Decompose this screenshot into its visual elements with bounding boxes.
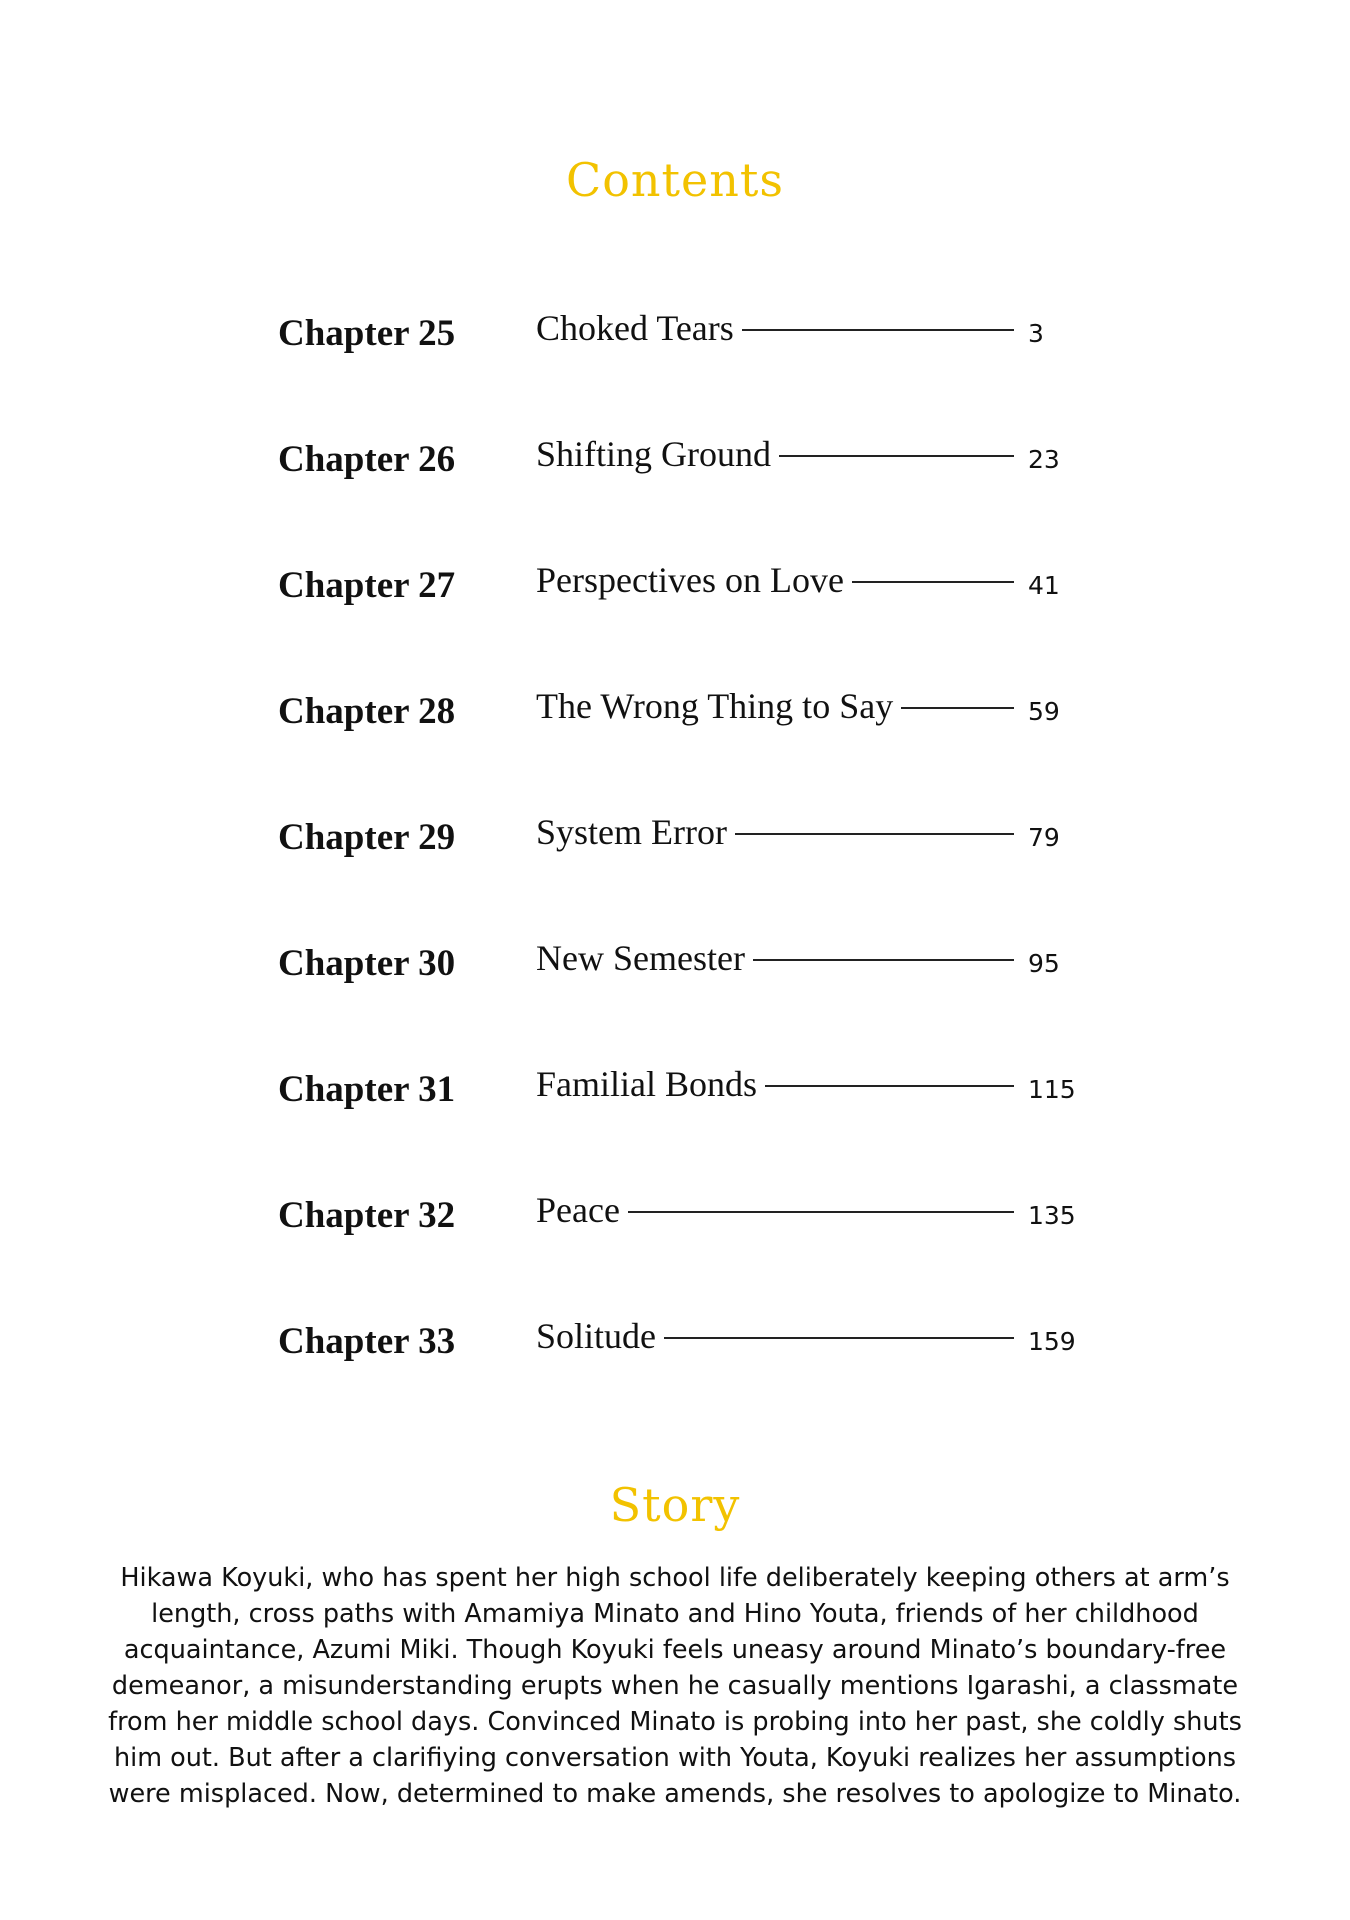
chapter-title-wrap xyxy=(536,936,1014,980)
page-number: 95 xyxy=(1028,949,1060,978)
chapter-title-wrap xyxy=(536,684,1014,728)
chapter-number: Chapter 31 xyxy=(278,1069,456,1110)
chapter-title: New Semester xyxy=(536,938,745,978)
page-number: 23 xyxy=(1028,445,1060,474)
chapter-title: System Error xyxy=(536,812,727,852)
story-synopsis: Hikawa Koyuki, who has spent her high school life deliberately keeping others at arm’s length, cross paths with Amamiya Minato and Hino Youta, friends of her childhood acquaintance, Azumi Miki. Though Koyuki feels uneasy around Minato’s boundary-free demeanor, a misunderstanding erupts when he casually mentions Igarashi, a classmate from her middle school days. Convinced Minato is probing into her past, she coldly shuts him out. But after a clarifiying conversation with Youta, Koyuki realizes her assumptions were misplaced. Now, determined to make amends, she resolves to apologize to Minato. xyxy=(108,1563,1242,1809)
page-number: 79 xyxy=(1028,823,1060,852)
chapter-number: Chapter 32 xyxy=(278,1195,456,1236)
chapter-number: Chapter 29 xyxy=(278,817,456,858)
toc-entry[interactable] xyxy=(0,552,1350,612)
chapter-title-wrap xyxy=(536,810,1014,854)
leader-line xyxy=(765,1085,1014,1087)
toc-entry[interactable] xyxy=(0,1182,1350,1242)
chapter-number: Chapter 25 xyxy=(278,313,456,354)
chapter-title-wrap xyxy=(536,1188,1014,1232)
leader-line xyxy=(753,959,1014,961)
page-number: 41 xyxy=(1028,571,1060,600)
chapter-title-wrap xyxy=(536,1062,1014,1106)
chapter-title: Solitude xyxy=(536,1316,657,1356)
page-number: 59 xyxy=(1028,697,1060,726)
chapter-title: Shifting Ground xyxy=(536,434,772,474)
chapter-number: Chapter 30 xyxy=(278,943,456,984)
leader-line xyxy=(735,833,1014,835)
chapter-title-wrap xyxy=(536,558,1014,602)
page-number: 3 xyxy=(1028,319,1044,348)
chapter-number: Chapter 27 xyxy=(278,565,456,606)
toc-entry[interactable] xyxy=(0,426,1350,486)
chapter-title-wrap xyxy=(536,432,1014,476)
chapter-title-wrap xyxy=(536,1314,1014,1358)
page-number: 159 xyxy=(1028,1327,1076,1356)
toc-entry[interactable] xyxy=(0,678,1350,738)
leader-line xyxy=(664,1337,1014,1339)
toc-entry[interactable] xyxy=(0,1056,1350,1116)
leader-line xyxy=(742,329,1014,331)
leader-line xyxy=(852,581,1014,583)
leader-line xyxy=(901,707,1014,709)
toc-entry[interactable] xyxy=(0,930,1350,990)
contents-heading: Contents xyxy=(566,153,784,207)
story-heading: Story xyxy=(609,1478,741,1532)
chapter-title-wrap xyxy=(536,306,1014,350)
chapter-title: Choked Tears xyxy=(536,308,734,348)
toc-entry[interactable] xyxy=(0,1308,1350,1368)
chapter-number: Chapter 28 xyxy=(278,691,456,732)
chapter-number: Chapter 26 xyxy=(278,439,456,480)
leader-line xyxy=(628,1211,1014,1213)
toc-entry[interactable] xyxy=(0,300,1350,360)
chapter-title: The Wrong Thing to Say xyxy=(536,686,894,726)
chapter-title: Peace xyxy=(536,1190,620,1230)
page-number: 135 xyxy=(1028,1201,1076,1230)
chapter-title: Familial Bonds xyxy=(536,1064,758,1104)
toc-entry[interactable] xyxy=(0,804,1350,864)
page-number: 115 xyxy=(1028,1075,1076,1104)
leader-line xyxy=(779,455,1014,457)
chapter-number: Chapter 33 xyxy=(278,1321,456,1362)
chapter-title: Perspectives on Love xyxy=(536,560,844,600)
